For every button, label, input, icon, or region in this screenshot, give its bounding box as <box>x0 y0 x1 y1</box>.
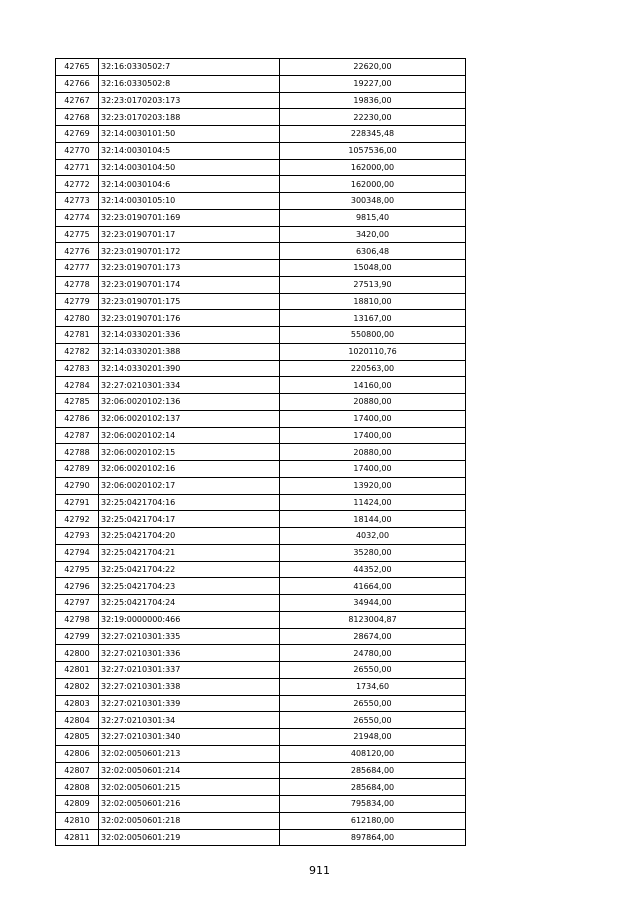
table-row <box>56 461 466 478</box>
value-cell: 28674,00 <box>280 628 466 645</box>
table-row <box>56 209 466 226</box>
table-row <box>56 628 466 645</box>
table-row <box>56 578 466 595</box>
value-cell: 27513,90 <box>280 276 466 293</box>
cadastral-number-cell: 32:25:0421704:20 <box>99 528 280 545</box>
table-row <box>56 427 466 444</box>
value-cell: 11424,00 <box>280 494 466 511</box>
value-cell: 26550,00 <box>280 712 466 729</box>
value-cell: 285684,00 <box>280 762 466 779</box>
value-cell: 19836,00 <box>280 92 466 109</box>
cadastral-number-cell: 32:02:0050601:215 <box>99 779 280 796</box>
cadastral-number-cell: 32:14:0330201:336 <box>99 327 280 344</box>
value-cell: 897864,00 <box>280 829 466 846</box>
value-cell: 13920,00 <box>280 477 466 494</box>
cadastral-number-cell: 32:23:0190701:173 <box>99 260 280 277</box>
cadastral-number-cell: 32:14:0030104:50 <box>99 159 280 176</box>
table-row <box>56 243 466 260</box>
row-number-cell: 42781 <box>56 327 99 344</box>
cadastral-number-cell: 32:14:0330201:388 <box>99 343 280 360</box>
cadastral-number-cell: 32:23:0190701:176 <box>99 310 280 327</box>
row-number-cell: 42790 <box>56 477 99 494</box>
table-row <box>56 343 466 360</box>
row-number-cell: 42771 <box>56 159 99 176</box>
table-row <box>56 75 466 92</box>
row-number-cell: 42801 <box>56 662 99 679</box>
value-cell: 41664,00 <box>280 578 466 595</box>
table-row <box>56 829 466 846</box>
row-number-cell: 42802 <box>56 678 99 695</box>
table-row <box>56 611 466 628</box>
cadastral-number-cell: 32:16:0330502:7 <box>99 59 280 76</box>
cadastral-number-cell: 32:06:0020102:137 <box>99 410 280 427</box>
row-number-cell: 42783 <box>56 360 99 377</box>
row-number-cell: 42774 <box>56 209 99 226</box>
cadastral-number-cell: 32:19:0000000:466 <box>99 611 280 628</box>
value-cell: 17400,00 <box>280 461 466 478</box>
row-number-cell: 42773 <box>56 193 99 210</box>
cadastral-number-cell: 32:25:0421704:24 <box>99 595 280 612</box>
row-number-cell: 42776 <box>56 243 99 260</box>
row-number-cell: 42765 <box>56 59 99 76</box>
cadastral-number-cell: 32:25:0421704:22 <box>99 561 280 578</box>
value-cell: 22620,00 <box>280 59 466 76</box>
value-cell: 612180,00 <box>280 812 466 829</box>
value-cell: 220563,00 <box>280 360 466 377</box>
row-number-cell: 42768 <box>56 109 99 126</box>
row-number-cell: 42799 <box>56 628 99 645</box>
row-number-cell: 42803 <box>56 695 99 712</box>
table-row <box>56 712 466 729</box>
cadastral-number-cell: 32:25:0421704:21 <box>99 544 280 561</box>
table-row <box>56 796 466 813</box>
cadastral-number-cell: 32:25:0421704:17 <box>99 511 280 528</box>
value-cell: 408120,00 <box>280 745 466 762</box>
value-cell: 4032,00 <box>280 528 466 545</box>
cadastral-number-cell: 32:14:0030104:6 <box>99 176 280 193</box>
cadastral-number-cell: 32:23:0190701:175 <box>99 293 280 310</box>
cadastral-number-cell: 32:06:0020102:17 <box>99 477 280 494</box>
value-cell: 24780,00 <box>280 645 466 662</box>
table-row <box>56 394 466 411</box>
value-cell: 8123004,87 <box>280 611 466 628</box>
cadastral-number-cell: 32:14:0030104:5 <box>99 142 280 159</box>
cadastral-value-table <box>55 58 466 846</box>
cadastral-number-cell: 32:02:0050601:214 <box>99 762 280 779</box>
row-number-cell: 42769 <box>56 126 99 143</box>
value-cell: 9815,40 <box>280 209 466 226</box>
value-cell: 1057536,00 <box>280 142 466 159</box>
value-cell: 6306,48 <box>280 243 466 260</box>
value-cell: 26550,00 <box>280 695 466 712</box>
table-row <box>56 812 466 829</box>
row-number-cell: 42780 <box>56 310 99 327</box>
cadastral-number-cell: 32:23:0190701:174 <box>99 276 280 293</box>
value-cell: 162000,00 <box>280 176 466 193</box>
row-number-cell: 42795 <box>56 561 99 578</box>
table-row <box>56 410 466 427</box>
table-body <box>56 59 466 846</box>
table-row <box>56 377 466 394</box>
table-row <box>56 293 466 310</box>
row-number-cell: 42804 <box>56 712 99 729</box>
cadastral-number-cell: 32:27:0210301:34 <box>99 712 280 729</box>
value-cell: 550800,00 <box>280 327 466 344</box>
cadastral-number-cell: 32:06:0020102:16 <box>99 461 280 478</box>
row-number-cell: 42782 <box>56 343 99 360</box>
table-row <box>56 528 466 545</box>
value-cell: 17400,00 <box>280 427 466 444</box>
row-number-cell: 42810 <box>56 812 99 829</box>
row-number-cell: 42797 <box>56 595 99 612</box>
table-row <box>56 176 466 193</box>
cadastral-number-cell: 32:06:0020102:136 <box>99 394 280 411</box>
value-cell: 162000,00 <box>280 159 466 176</box>
table-row <box>56 695 466 712</box>
cadastral-number-cell: 32:06:0020102:14 <box>99 427 280 444</box>
cadastral-number-cell: 32:23:0190701:169 <box>99 209 280 226</box>
cadastral-number-cell: 32:23:0190701:17 <box>99 226 280 243</box>
row-number-cell: 42808 <box>56 779 99 796</box>
row-number-cell: 42794 <box>56 544 99 561</box>
table-row <box>56 477 466 494</box>
cadastral-number-cell: 32:25:0421704:16 <box>99 494 280 511</box>
cadastral-number-cell: 32:14:0030101:50 <box>99 126 280 143</box>
row-number-cell: 42788 <box>56 444 99 461</box>
row-number-cell: 42785 <box>56 394 99 411</box>
value-cell: 15048,00 <box>280 260 466 277</box>
row-number-cell: 42784 <box>56 377 99 394</box>
cadastral-number-cell: 32:27:0210301:338 <box>99 678 280 695</box>
cadastral-number-cell: 32:14:0330201:390 <box>99 360 280 377</box>
table-row <box>56 645 466 662</box>
table-row <box>56 59 466 76</box>
table-row <box>56 159 466 176</box>
row-number-cell: 42789 <box>56 461 99 478</box>
table-row <box>56 109 466 126</box>
value-cell: 285684,00 <box>280 779 466 796</box>
row-number-cell: 42811 <box>56 829 99 846</box>
cadastral-number-cell: 32:02:0050601:218 <box>99 812 280 829</box>
table-row <box>56 678 466 695</box>
cadastral-number-cell: 32:02:0050601:213 <box>99 745 280 762</box>
cadastral-number-cell: 32:27:0210301:337 <box>99 662 280 679</box>
table-row <box>56 193 466 210</box>
cadastral-number-cell: 32:25:0421704:23 <box>99 578 280 595</box>
value-cell: 17400,00 <box>280 410 466 427</box>
table-row <box>56 745 466 762</box>
row-number-cell: 42796 <box>56 578 99 595</box>
cadastral-number-cell: 32:02:0050601:216 <box>99 796 280 813</box>
table-row <box>56 444 466 461</box>
value-cell: 228345,48 <box>280 126 466 143</box>
cadastral-number-cell: 32:23:0170203:173 <box>99 92 280 109</box>
value-cell: 795834,00 <box>280 796 466 813</box>
row-number-cell: 42792 <box>56 511 99 528</box>
table-row <box>56 142 466 159</box>
row-number-cell: 42805 <box>56 729 99 746</box>
table-row <box>56 561 466 578</box>
value-cell: 35280,00 <box>280 544 466 561</box>
value-cell: 20880,00 <box>280 394 466 411</box>
table-row <box>56 662 466 679</box>
table-row <box>56 92 466 109</box>
value-cell: 3420,00 <box>280 226 466 243</box>
table-row <box>56 310 466 327</box>
cadastral-number-cell: 32:16:0330502:8 <box>99 75 280 92</box>
value-cell: 19227,00 <box>280 75 466 92</box>
row-number-cell: 42786 <box>56 410 99 427</box>
page-number: 911 <box>309 864 330 877</box>
table-row <box>56 126 466 143</box>
table-row <box>56 544 466 561</box>
table-row <box>56 779 466 796</box>
row-number-cell: 42767 <box>56 92 99 109</box>
value-cell: 13167,00 <box>280 310 466 327</box>
row-number-cell: 42770 <box>56 142 99 159</box>
table-row <box>56 260 466 277</box>
table-row <box>56 762 466 779</box>
row-number-cell: 42806 <box>56 745 99 762</box>
value-cell: 300348,00 <box>280 193 466 210</box>
value-cell: 44352,00 <box>280 561 466 578</box>
row-number-cell: 42777 <box>56 260 99 277</box>
value-cell: 18144,00 <box>280 511 466 528</box>
row-number-cell: 42766 <box>56 75 99 92</box>
table-row <box>56 595 466 612</box>
cadastral-number-cell: 32:27:0210301:336 <box>99 645 280 662</box>
value-cell: 20880,00 <box>280 444 466 461</box>
table-row <box>56 494 466 511</box>
row-number-cell: 42787 <box>56 427 99 444</box>
cadastral-number-cell: 32:27:0210301:335 <box>99 628 280 645</box>
table-row <box>56 276 466 293</box>
cadastral-number-cell: 32:23:0170203:188 <box>99 109 280 126</box>
cadastral-number-cell: 32:14:0030105:10 <box>99 193 280 210</box>
row-number-cell: 42779 <box>56 293 99 310</box>
row-number-cell: 42793 <box>56 528 99 545</box>
row-number-cell: 42772 <box>56 176 99 193</box>
row-number-cell: 42809 <box>56 796 99 813</box>
value-cell: 26550,00 <box>280 662 466 679</box>
cadastral-number-cell: 32:27:0210301:340 <box>99 729 280 746</box>
table-row <box>56 327 466 344</box>
cadastral-number-cell: 32:27:0210301:334 <box>99 377 280 394</box>
row-number-cell: 42800 <box>56 645 99 662</box>
value-cell: 18810,00 <box>280 293 466 310</box>
value-cell: 14160,00 <box>280 377 466 394</box>
value-cell: 34944,00 <box>280 595 466 612</box>
cadastral-number-cell: 32:06:0020102:15 <box>99 444 280 461</box>
table-row <box>56 511 466 528</box>
cadastral-number-cell: 32:23:0190701:172 <box>99 243 280 260</box>
value-cell: 1734,60 <box>280 678 466 695</box>
value-cell: 21948,00 <box>280 729 466 746</box>
row-number-cell: 42778 <box>56 276 99 293</box>
value-cell: 1020110,76 <box>280 343 466 360</box>
table-row <box>56 729 466 746</box>
row-number-cell: 42775 <box>56 226 99 243</box>
cadastral-number-cell: 32:02:0050601:219 <box>99 829 280 846</box>
cadastral-number-cell: 32:27:0210301:339 <box>99 695 280 712</box>
value-cell: 22230,00 <box>280 109 466 126</box>
table-row <box>56 226 466 243</box>
table-row <box>56 360 466 377</box>
row-number-cell: 42807 <box>56 762 99 779</box>
row-number-cell: 42791 <box>56 494 99 511</box>
row-number-cell: 42798 <box>56 611 99 628</box>
